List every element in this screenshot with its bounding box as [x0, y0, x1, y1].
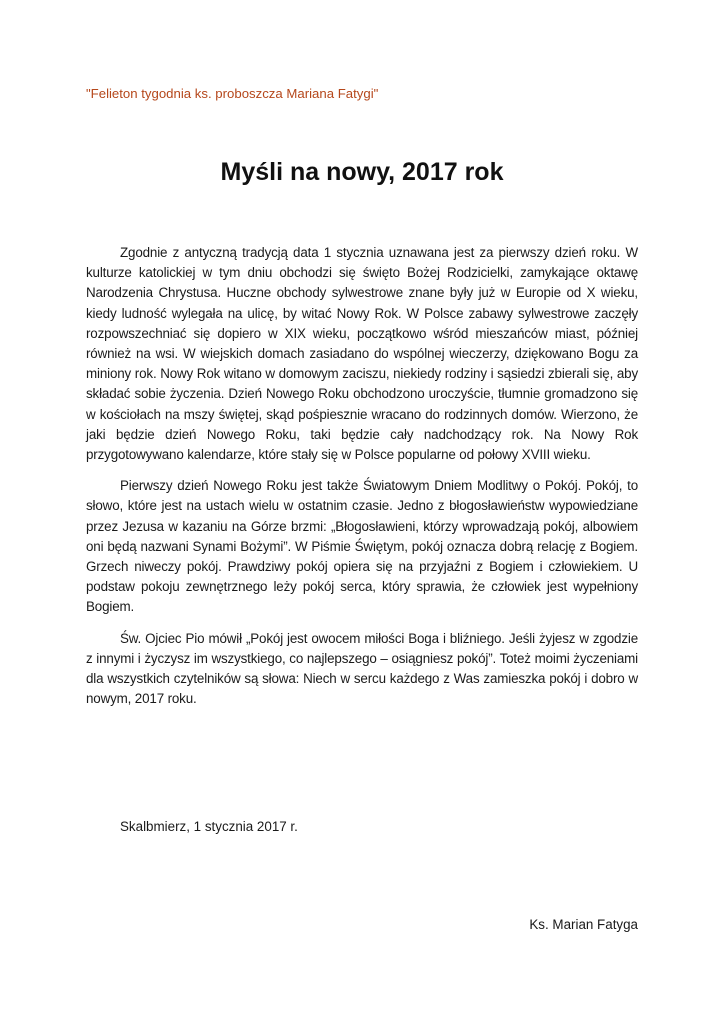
author-signature: Ks. Marian Fatyga — [529, 917, 638, 932]
paragraph-2: Pierwszy dzień Nowego Roku jest także Światowym Dniem Modlitwy o Pokój. Pokój, to słowo, które jest na ustach wielu w ostatnim czasie. Jedno z błogosławieństw wypowiedziane przez Jezusa w kazaniu na Górze brzmi: „Błogosławieni, którzy wprowadzają pokój, albowiem oni będą nazwani Synami Bożymi”. W Piśmie Świętym, pokój oznacza dobrą relację z Bogiem. Grzech niweczy pokój. Prawdziwy pokój opiera się na przyjaźni z Bogiem i człowiekiem. U podstaw pokoju zewnętrznego leży pokój serca, który sprawia, że człowiek jest wypełniony Bogiem. — [86, 478, 638, 615]
place-and-date: Skalbmierz, 1 stycznia 2017 r. — [120, 819, 298, 834]
paragraph-1: Zgodnie z antyczną tradycją data 1 stycznia uznawana jest za pierwszy dzień roku. W kulturze katolickiej w tym dniu obchodzi się święto Bożej Rodzicielki, zamykające oktawę Narodzenia Chrystusa. Huczne obchody sylwestrowe znane były już w Europie od X wieku, kiedy ludność wylegała na ulicę, by witać Nowy Rok. W Polsce zabawy sylwestrowe zaczęły rozpowszechniać się dopiero w XIX wieku, początkowo wśród mieszańców miast, później również na wsi. W wiejskich domach zasiadano do wspólnej wieczerzy, dziękowano Bogu za miniony rok. Nowy Rok witano w domowym zaciszu, niekiedy rodziny i sąsiedzi zbierali się, aby składać sobie życzenia. Dzień Nowego Roku obchodzono uroczyście, tłumnie gromadzono się w kościołach na mszy świętej, skąd pośpiesznie wracano do rodzinnych domów. Wierzono, że jaki będzie dzień Nowego Roku, taki będzie cały nadchodzący rok. Na Nowy Rok przygotowywano kalendarze, które stały się w Polsce popularne od połowy XVIII wieku. — [86, 245, 638, 463]
header-note: "Felieton tygodnia ks. proboszcza Mariana Fatygi" — [86, 86, 379, 101]
article-body — [86, 243, 638, 720]
page-title: Myśli na nowy, 2017 rok — [220, 158, 504, 186]
paragraph-3: Św. Ojciec Pio mówił „Pokój jest owocem miłości Boga i bliźniego. Jeśli żyjesz w zgodzie z innymi i życzysz im wszystkiego, co najlepszego – osiągniesz pokój”. Toteż moimi życzeniami dla wszystkich czytelników są słowa: Niech w sercu każdego z Was zamieszka pokój i dobro w nowym, 2017 roku. — [86, 630, 638, 707]
